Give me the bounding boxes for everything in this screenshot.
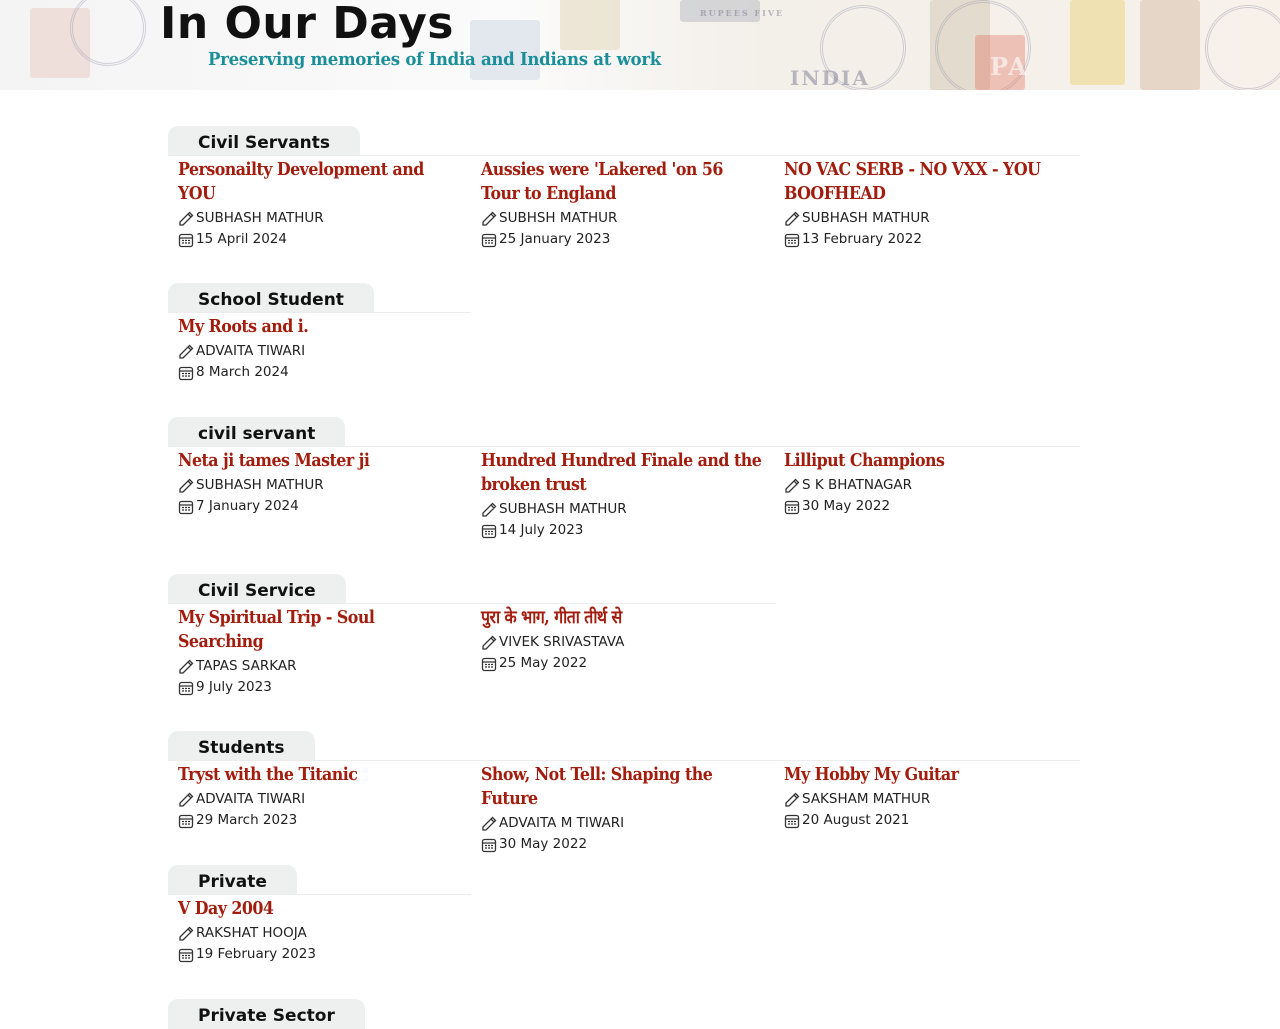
category-tab[interactable]: Private Sector <box>168 999 365 1029</box>
pencil-icon <box>784 211 800 227</box>
post-card <box>471 447 774 541</box>
post-date-text: 7 January 2024 <box>196 498 299 514</box>
calendar-icon <box>178 365 194 381</box>
post-title-link[interactable]: Show, Not Tell: Shaping the Future <box>481 764 713 809</box>
category-section <box>168 126 1080 283</box>
category-section <box>168 574 1080 731</box>
category-section <box>168 865 1080 999</box>
post-author <box>784 208 1067 229</box>
category-header <box>168 126 1080 156</box>
post-card <box>168 604 471 698</box>
post-author-name: SUBHASH MATHUR <box>802 210 930 226</box>
calendar-icon <box>481 656 497 672</box>
post-author <box>481 813 764 834</box>
calendar-icon <box>481 837 497 853</box>
post-card <box>168 447 471 541</box>
category-header <box>168 574 1080 604</box>
post-date <box>481 520 764 541</box>
post-author <box>481 499 764 520</box>
pencil-icon <box>178 344 194 360</box>
category-section <box>168 731 1080 865</box>
post-author <box>178 341 461 362</box>
post-card <box>168 895 471 965</box>
post-title-link[interactable]: NO VAC SERB - NO VXX - YOU BOOFHEAD <box>784 159 1041 204</box>
category-section <box>168 999 1080 1029</box>
category-divider <box>168 312 471 313</box>
pencil-icon <box>178 478 194 494</box>
post-date-text: 14 July 2023 <box>499 522 584 538</box>
post-title-link[interactable]: My Hobby My Guitar <box>784 764 959 785</box>
post-author-name: SUBHASH MATHUR <box>499 501 627 517</box>
category-tab[interactable]: Civil Service <box>168 574 346 604</box>
pencil-icon <box>784 478 800 494</box>
post-title-link[interactable]: Neta ji tames Master ji <box>178 450 370 471</box>
post-author <box>178 789 461 810</box>
post-date-text: 8 March 2024 <box>196 364 289 380</box>
site-title[interactable]: In Our Days <box>160 0 454 49</box>
post-card <box>168 761 471 855</box>
post-date <box>178 944 461 965</box>
postmark-decoration <box>1205 5 1280 90</box>
post-date <box>784 229 1067 250</box>
post-date-text: 13 February 2022 <box>802 231 922 247</box>
calendar-icon <box>178 499 194 515</box>
calendar-icon <box>784 499 800 515</box>
post-card <box>774 156 1077 250</box>
post-author-name: S K BHATNAGAR <box>802 477 913 493</box>
stamp-india-text: INDIA <box>790 66 870 90</box>
calendar-icon <box>481 523 497 539</box>
post-author <box>178 656 461 677</box>
pencil-icon <box>481 635 497 651</box>
post-author-name: ADVAITA TIWARI <box>196 791 306 807</box>
pencil-icon <box>784 792 800 808</box>
post-author <box>178 475 461 496</box>
post-date-text: 25 May 2022 <box>499 655 588 671</box>
category-divider <box>168 760 1080 761</box>
stamp-pa-text: PA <box>990 52 1029 81</box>
post-date <box>481 834 764 855</box>
category-header <box>168 731 1080 761</box>
pencil-icon <box>481 502 497 518</box>
post-author-name: RAKSHAT HOOJA <box>196 925 307 941</box>
post-author-name: ADVAITA TIWARI <box>196 343 306 359</box>
post-date-text: 9 July 2023 <box>196 679 272 695</box>
post-title-link[interactable]: Tryst with the Titanic <box>178 764 358 785</box>
category-list <box>168 126 1080 1029</box>
site-tagline: Preserving memories of India and Indians at work <box>208 49 661 70</box>
post-author <box>178 923 461 944</box>
site-header <box>0 0 1280 90</box>
post-date <box>178 496 461 517</box>
post-author <box>481 632 764 653</box>
post-author-name: SUBHSH MATHUR <box>499 210 618 226</box>
pencil-icon <box>178 211 194 227</box>
post-author <box>784 789 1067 810</box>
post-title-link[interactable]: Personailty Development and YOU <box>178 159 424 204</box>
post-author-name: SAKSHAM MATHUR <box>802 791 931 807</box>
post-author <box>178 208 461 229</box>
post-date-text: 15 April 2024 <box>196 231 287 247</box>
pencil-icon <box>481 816 497 832</box>
post-date-text: 25 January 2023 <box>499 231 611 247</box>
category-divider <box>168 894 471 895</box>
post-card <box>168 156 471 250</box>
post-title-link[interactable]: Lilliput Champions <box>784 450 945 471</box>
post-date <box>481 229 764 250</box>
post-card <box>471 156 774 250</box>
post-author-name: TAPAS SARKAR <box>196 658 297 674</box>
post-title-link[interactable]: My Spiritual Trip - Soul Searching <box>178 607 375 652</box>
post-title-link[interactable]: My Roots and i. <box>178 316 309 337</box>
post-date <box>178 810 461 831</box>
category-header <box>168 865 1080 895</box>
pencil-icon <box>481 211 497 227</box>
category-divider <box>168 603 776 604</box>
calendar-icon <box>178 947 194 963</box>
category-section <box>168 417 1080 574</box>
post-author <box>784 475 1067 496</box>
post-date <box>481 653 764 674</box>
post-card <box>774 447 1077 541</box>
calendar-icon <box>178 813 194 829</box>
post-author-name: VIVEK SRIVASTAVA <box>499 634 625 650</box>
post-title-link[interactable]: Aussies were 'Lakered 'on 56 Tour to England <box>481 159 723 204</box>
post-card <box>774 761 1077 855</box>
post-author-name: ADVAITA M TIWARI <box>499 815 625 831</box>
category-header <box>168 999 1080 1029</box>
calendar-icon <box>784 813 800 829</box>
calendar-icon <box>784 232 800 248</box>
post-author <box>481 208 764 229</box>
post-date-text: 19 February 2023 <box>196 946 316 962</box>
post-author-name: SUBHASH MATHUR <box>196 477 324 493</box>
pencil-icon <box>178 659 194 675</box>
category-header <box>168 283 1080 313</box>
post-date <box>784 496 1067 517</box>
post-date-text: 30 May 2022 <box>802 498 891 514</box>
category-tab[interactable]: School Student <box>168 283 374 313</box>
pencil-icon <box>178 792 194 808</box>
category-header <box>168 417 1080 447</box>
stamp-decoration <box>1140 0 1200 90</box>
post-date <box>178 229 461 250</box>
post-date <box>178 677 461 698</box>
post-author-name: SUBHASH MATHUR <box>196 210 324 226</box>
post-title-link[interactable]: पुरा के भाग, गीता तीर्थ से <box>481 607 622 628</box>
post-date-text: 30 May 2022 <box>499 836 588 852</box>
category-section <box>168 283 1080 417</box>
pencil-icon <box>178 926 194 942</box>
post-title-link[interactable]: V Day 2004 <box>178 898 274 919</box>
category-tab[interactable]: civil servant <box>168 417 345 447</box>
category-divider <box>168 446 1080 447</box>
category-tab[interactable]: Civil Servants <box>168 126 360 156</box>
calendar-icon <box>178 232 194 248</box>
post-card <box>471 604 774 698</box>
category-tab[interactable]: Students <box>168 731 315 761</box>
post-date <box>784 810 1067 831</box>
calendar-icon <box>178 680 194 696</box>
post-card <box>168 313 471 383</box>
post-title-link[interactable]: Hundred Hundred Finale and the broken trust <box>481 450 762 495</box>
post-date-text: 29 March 2023 <box>196 812 298 828</box>
category-tab[interactable]: Private <box>168 865 297 895</box>
stamp-decoration <box>1070 0 1125 85</box>
stamp-rupees-text: RUPEES FIVE <box>700 8 785 18</box>
category-divider <box>168 155 1080 156</box>
post-date <box>178 362 461 383</box>
post-date-text: 20 August 2021 <box>802 812 910 828</box>
post-card <box>471 761 774 855</box>
stamp-decoration <box>560 0 620 50</box>
calendar-icon <box>481 232 497 248</box>
